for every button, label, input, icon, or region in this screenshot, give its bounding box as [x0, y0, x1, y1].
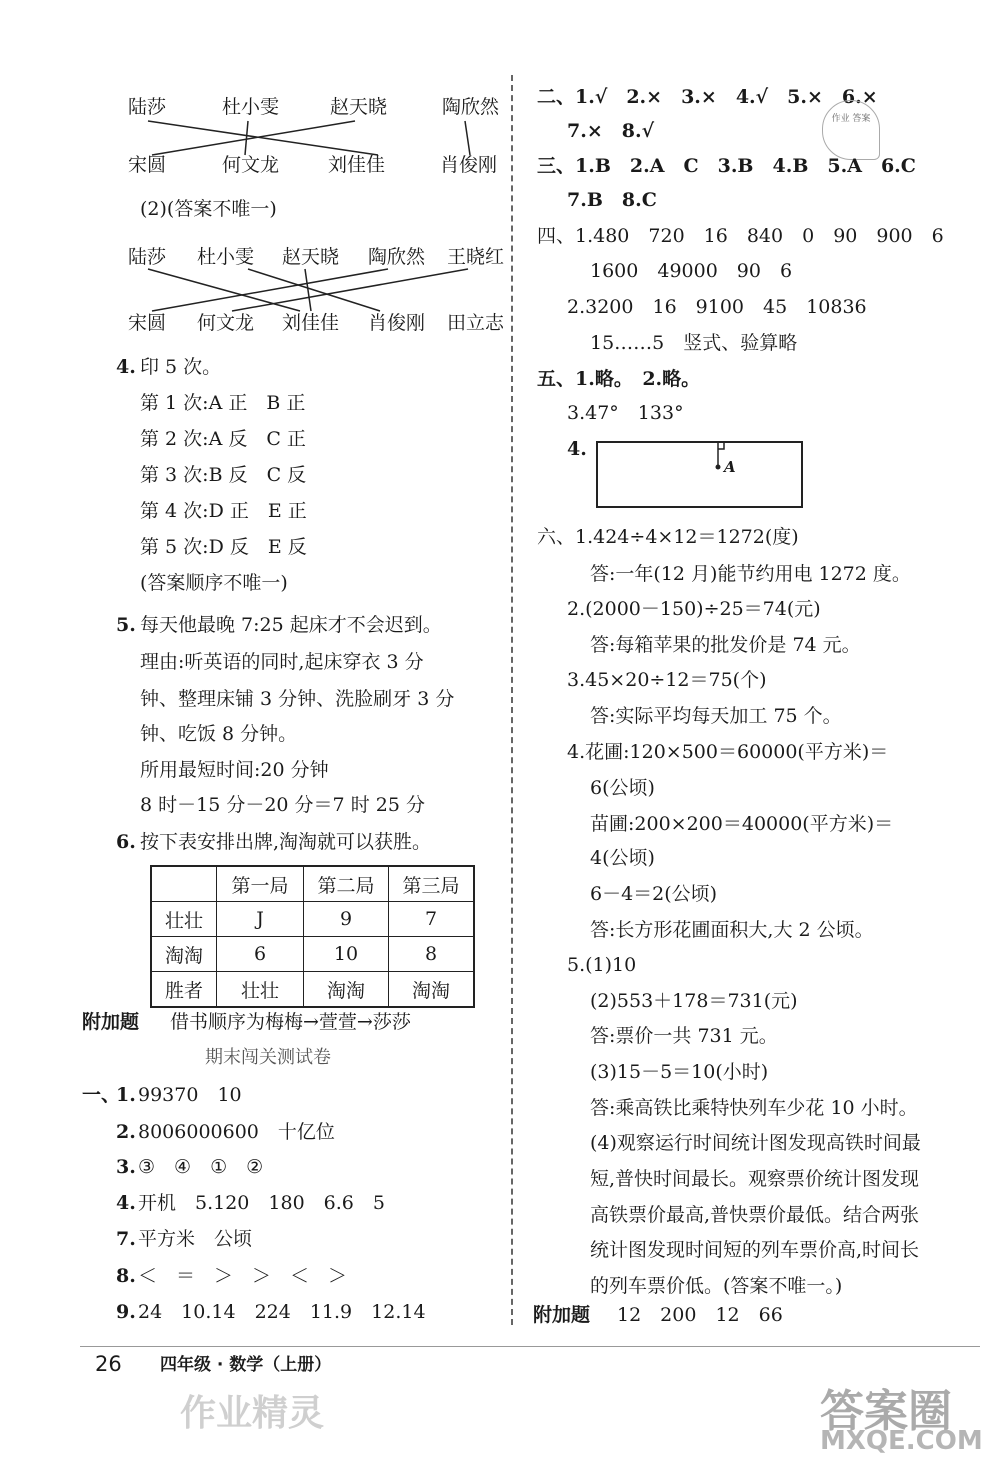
part6-line-21: 统计图发现时间短的列车票价高,时间长	[590, 1239, 920, 1261]
match2-top-2: 杜小雯	[197, 246, 255, 268]
q4-note: (答案顺序不唯一)	[140, 572, 288, 594]
page-number: 26	[95, 1352, 122, 1376]
part1-item-4-num: 4.	[116, 1192, 136, 1214]
table-cell: 9	[304, 902, 389, 937]
bonus-label-left: 附加题	[82, 1011, 140, 1033]
part6-line-1: 六、1.424÷4×12＝1272(度)	[537, 526, 799, 548]
part6-line-2: 答:一年(12 月)能节约用电 1272 度。	[590, 563, 911, 585]
q5-line-3: 钟、吃饭 8 分钟。	[140, 723, 298, 745]
q4-number: 4.	[116, 356, 136, 378]
q4-line-5: 第 5 次:D 反 E 反	[140, 536, 307, 558]
table-header-cell: 第二局	[304, 866, 389, 902]
table-cell: 淘淘	[304, 972, 389, 1008]
footer-rule	[80, 1346, 980, 1347]
table-cell: 胜者	[151, 972, 217, 1008]
part6-line-17: 答:乘高铁比乘特快列车少花 10 小时。	[590, 1097, 918, 1119]
part6-line-5: 3.45×20÷12＝75(个)	[567, 669, 767, 691]
part6-line-7: 4.花圃:120×500＝60000(平方米)＝	[567, 741, 889, 763]
table-cell: J	[217, 902, 304, 937]
point-a-label: A	[724, 458, 736, 476]
part1-item-3: ③ ④ ① ②	[138, 1156, 264, 1178]
q5-line-1: 理由:听英语的同时,起床穿衣 3 分	[140, 651, 424, 673]
part1-item-3-num: 3.	[116, 1156, 136, 1178]
table-cell: 7	[389, 902, 475, 937]
match2-bottom-3: 刘佳佳	[282, 312, 340, 334]
part4-line-4: 15……5 竖式、验算略	[590, 332, 798, 354]
match2-top-3: 赵天晓	[282, 246, 340, 268]
part6-line-3: 2.(2000－150)÷25＝74(元)	[567, 598, 821, 620]
part1-item-2: 8006000600 十亿位	[138, 1121, 335, 1143]
part6-line-22: 的列车票价低。(答案不唯一。)	[590, 1275, 843, 1297]
table-header-cell: 第三局	[389, 866, 475, 902]
card-table	[150, 865, 475, 1008]
part2-line-1: 二、1.√ 2.× 3.× 4.√ 5.× 6.×	[537, 86, 878, 108]
table-cell: 淘淘	[151, 937, 217, 972]
q6-head: 按下表安排出牌,淘淘就可以获胜。	[140, 831, 432, 853]
match2-bottom-5: 田立志	[447, 312, 505, 334]
match2-top-5: 王晓红	[447, 246, 505, 268]
watermark-right: 答案圈	[820, 1386, 952, 1437]
part6-line-13: 5.(1)10	[567, 954, 637, 976]
section-title: 期末闯关测试卷	[205, 1047, 331, 1068]
match1-bottom-3: 刘佳佳	[328, 154, 386, 176]
part3-line-1: 三、1.B 2.A C 3.B 4.B 5.A 6.C	[537, 155, 916, 177]
q4-line-3: 第 3 次:B 反 C 反	[140, 464, 307, 486]
match2-bottom-1: 宋圆	[128, 312, 167, 334]
part3-line-2: 7.B 8.C	[567, 189, 657, 211]
part5-line-1: 五、1.略。 2.略。	[537, 368, 701, 390]
match1-top-1: 陆莎	[128, 96, 167, 118]
part6-line-18: (4)观察运行时间统计图发现高铁时间最	[590, 1132, 921, 1154]
part1-item-7: 平方米 公顷	[138, 1228, 253, 1250]
part6-line-16: (3)15－5＝10(小时)	[590, 1061, 769, 1083]
bonus-label-right: 附加题	[533, 1304, 591, 1326]
table-cell: 壮壮	[217, 972, 304, 1008]
part5-q4-number: 4.	[567, 438, 587, 460]
match1-bottom-1: 宋圆	[128, 154, 167, 176]
table-cell: 壮壮	[151, 902, 217, 937]
part5-line-2: 3.47° 133°	[567, 402, 684, 424]
part1-item-9-num: 9.	[116, 1301, 136, 1323]
bonus-text-left: 借书顺序为梅梅→萱萱→莎莎	[170, 1011, 411, 1033]
match2-top-4: 陶欣然	[368, 246, 426, 268]
part1-label: 一、	[82, 1084, 121, 1106]
q4-line-1: 第 1 次:A 正 B 正	[140, 392, 306, 414]
part6-line-11: 6－4＝2(公顷)	[590, 883, 718, 905]
q4-line-4: 第 4 次:D 正 E 正	[140, 500, 307, 522]
q5-head: 每天他最晚 7:25 起床才不会迟到。	[140, 614, 442, 636]
part4-line-1: 四、1.480 720 16 840 0 90 900 6	[537, 225, 944, 247]
part6-line-19: 短,普快时间最长。观察票价统计图发现	[590, 1168, 920, 1190]
stamp-text: 作业 答案	[831, 114, 871, 124]
match1-top-4: 陶欣然	[442, 96, 500, 118]
part1-item-1: 99370 10	[138, 1084, 242, 1106]
part1-item-4: 开机 5.120 180 6.6 5	[138, 1192, 385, 1214]
q4-head: 印 5 次。	[140, 356, 222, 378]
q5-line-4: 所用最短时间:20 分钟	[140, 759, 329, 781]
q5-line-5: 8 时－15 分－20 分＝7 时 25 分	[140, 794, 425, 816]
part1-item-1-num: 1.	[116, 1084, 136, 1106]
part2-line-2: 7.× 8.√	[567, 120, 655, 142]
match1-bottom-4: 肖俊刚	[440, 154, 498, 176]
stamp-logo	[822, 100, 880, 160]
q5-number: 5.	[116, 614, 136, 636]
table-cell: 8	[389, 937, 475, 972]
watermark-left: 作业精灵	[180, 1393, 325, 1434]
q4-line-2: 第 2 次:A 反 C 正	[140, 428, 306, 450]
match1-bottom-2: 何文龙	[222, 154, 280, 176]
q6-number: 6.	[116, 831, 136, 853]
part6-line-14: (2)553＋178＝731(元)	[590, 990, 798, 1012]
part1-item-2-num: 2.	[116, 1121, 136, 1143]
part6-line-12: 答:长方形花圃面积大,大 2 公顷。	[590, 919, 874, 941]
part6-line-8: 6(公顷)	[590, 777, 655, 799]
match2-label: (2)(答案不唯一)	[140, 198, 277, 220]
part6-line-20: 高铁票价最高,普快票价最低。结合两张	[590, 1204, 920, 1226]
part6-line-4: 答:每箱苹果的批发价是 74 元。	[590, 634, 861, 656]
match2-bottom-4: 肖俊刚	[368, 312, 426, 334]
table-cell: 6	[217, 937, 304, 972]
match2-bottom-2: 何文龙	[197, 312, 255, 334]
book-title: 四年级 · 数学（上册）	[160, 1355, 332, 1375]
part1-item-7-num: 7.	[116, 1228, 136, 1250]
part4-line-3: 2.3200 16 9100 45 10836	[567, 296, 867, 318]
part4-line-2: 1600 49000 90 6	[590, 260, 793, 282]
match1-top-3: 赵天晓	[330, 96, 388, 118]
table-header-cell	[151, 866, 217, 902]
part6-line-15: 答:票价一共 731 元。	[590, 1025, 778, 1047]
table-cell: 10	[304, 937, 389, 972]
watermark-site: MXQE.COM	[820, 1426, 983, 1456]
bonus-text-right: 12 200 12 66	[617, 1304, 783, 1326]
part1-item-8: ＜ ＝ ＞ ＞ ＜ ＞	[138, 1265, 348, 1287]
part6-line-10: 4(公顷)	[590, 847, 655, 869]
match1-top-2: 杜小雯	[222, 96, 280, 118]
table-header-cell: 第一局	[217, 866, 304, 902]
q5-line-2: 钟、整理床铺 3 分钟、洗脸刷牙 3 分	[140, 688, 455, 710]
part6-line-9: 苗圃:200×200＝40000(平方米)＝	[590, 813, 894, 835]
part1-item-8-num: 8.	[116, 1265, 136, 1287]
part1-item-9: 24 10.14 224 11.9 12.14	[138, 1301, 426, 1323]
part6-line-6: 答:实际平均每天加工 75 个。	[590, 705, 842, 727]
match2-top-1: 陆莎	[128, 246, 167, 268]
table-cell: 淘淘	[389, 972, 475, 1008]
